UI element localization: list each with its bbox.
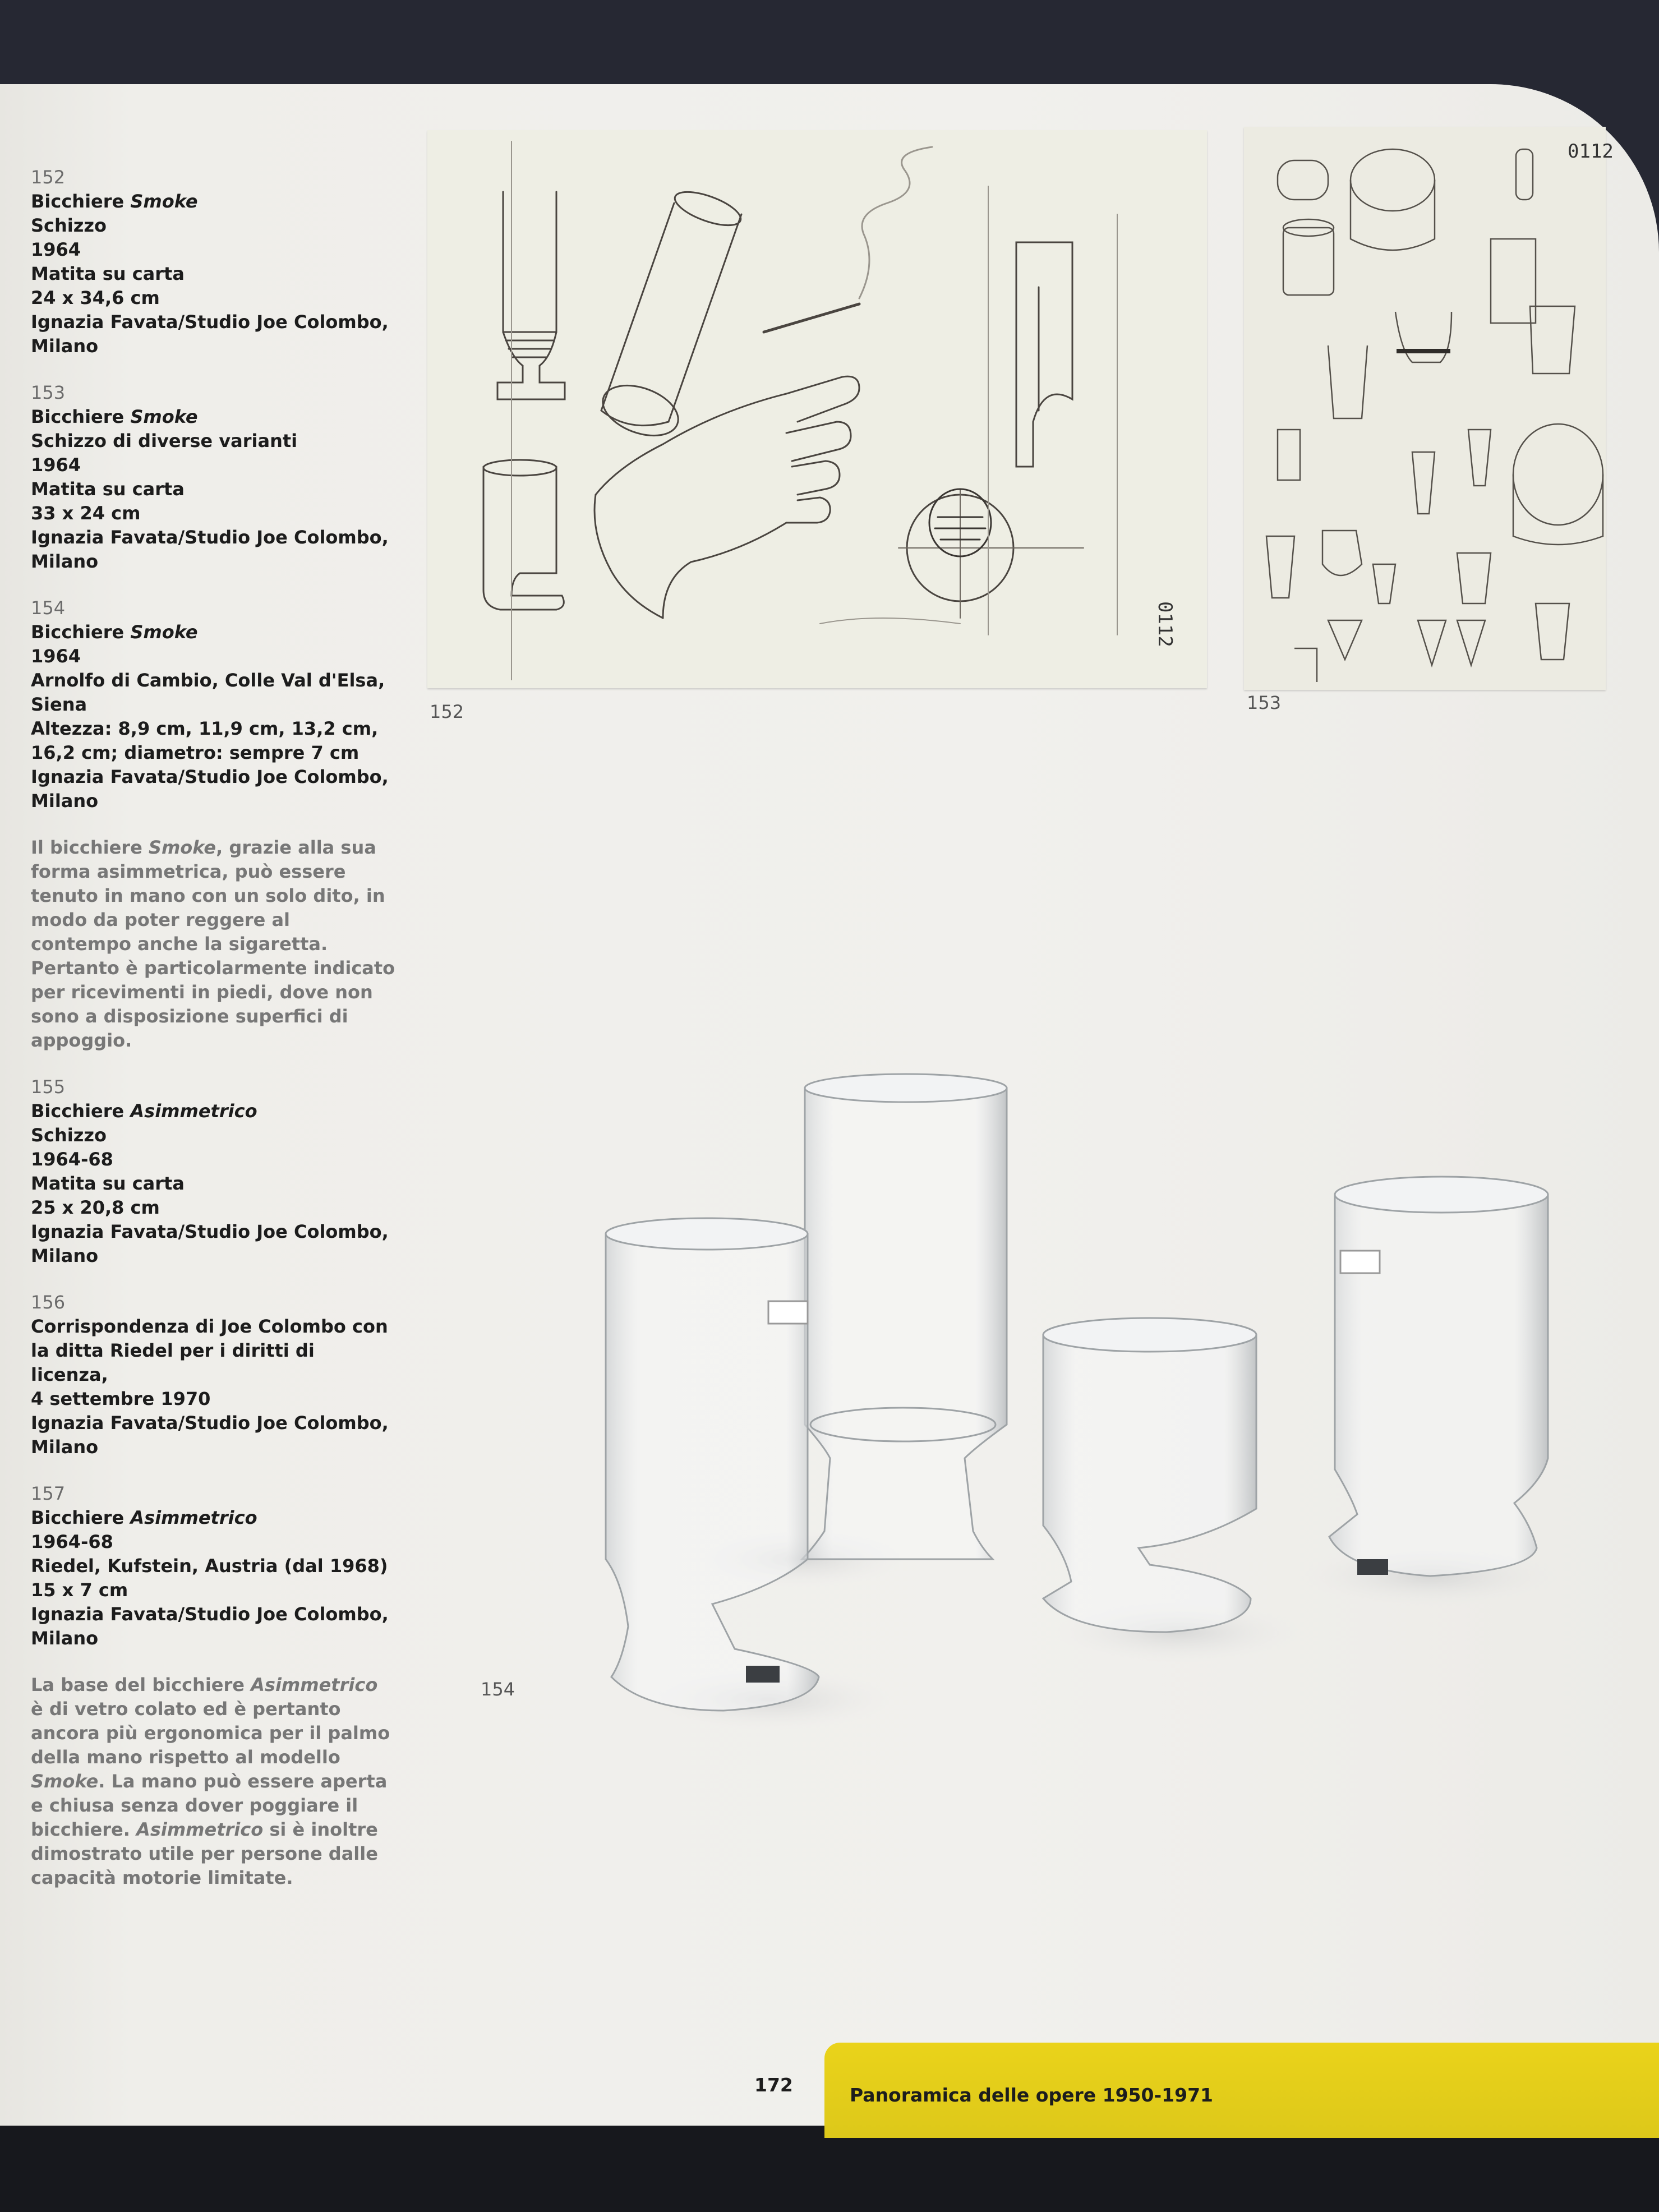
entry-number: 154 <box>31 597 66 619</box>
sketch-152 <box>427 130 1207 688</box>
entry-153: 153 Bicchiere Smoke Schizzo di diverse varianti 1964 Matita su carta 33 x 24 cm Ignazia Favata/Studio Joe Colombo, Milano <box>31 381 395 574</box>
entry-152: 152 Bicchiere Smoke Schizzo 1964 Matita su carta 24 x 34,6 cm Ignazia Favata/Studio Joe Colombo, Milano <box>31 165 395 358</box>
note-asimmetrico: La base del bicchiere Asimmetrico è di vetro colato ed è pertanto ancora più ergonomica per il palmo della mano rispetto al modello Smoke. La mano può essere aperta e chiusa senza dover poggiare il bicchiere. Asimmetrico si è inoltre dimostrato utile per persone dalle capacità motorie limitate. <box>31 1674 390 1888</box>
archive-reference-152: 0112 <box>1154 601 1176 647</box>
page-number: 172 <box>754 2074 793 2096</box>
sketch-variants-illustration <box>1244 127 1606 690</box>
sketch-hand-glass-illustration <box>427 130 1207 688</box>
entry-157: 157 Bicchiere Asimmetrico 1964-68 Riedel, Kufstein, Austria (dal 1968) 15 x 7 cm Ignazia Favata/Studio Joe Colombo, Milano <box>31 1482 395 1651</box>
entry-number: 155 <box>31 1076 66 1098</box>
entry-title: Bicchiere Asimmetrico <box>31 1507 257 1528</box>
background-edge <box>0 2126 1659 2212</box>
entry-number: 153 <box>31 382 66 403</box>
archive-reference-153: 0112 <box>1568 140 1614 163</box>
note-smoke: Il bicchiere Smoke, grazie alla sua forma asimmetrica, può essere tenuto in mano con un solo dito, in modo da poter reggere al contempo anche la sigaretta. Pertanto è particolarmente indicato per ricevimenti in piedi, dove non sono a disposizione superfici di appoggio. <box>31 837 395 1051</box>
entry-155: 155 Bicchiere Asimmetrico Schizzo 1964-68 Matita su carta 25 x 20,8 cm Ignazia Favata/Studio Joe Colombo, Milano <box>31 1075 395 1268</box>
entry-number: 152 <box>31 167 66 188</box>
caption-column <box>31 165 395 1913</box>
figure-caption-152: 152 <box>430 701 464 722</box>
glass-right <box>1301 1177 1559 1607</box>
entry-number: 157 <box>31 1483 66 1504</box>
entry-156: 156 Corrispondenza di Joe Colombo con la ditta Riedel per i diritti di licenza, 4 settembre 1970 Ignazia Favata/Studio Joe Colombo, Milano <box>31 1292 389 1458</box>
entry-number: 156 <box>31 1292 66 1313</box>
entry-title: Bicchiere Smoke <box>31 621 198 643</box>
section-title: Panoramica delle opere 1950-1971 <box>850 2084 1213 2106</box>
sketch-153 <box>1244 127 1614 690</box>
entry-title: Bicchiere Smoke <box>31 191 198 212</box>
glass-set-image <box>589 1066 1598 1795</box>
glass-middle <box>1043 1318 1301 1663</box>
photo-glasses-154 <box>589 1066 1598 1795</box>
figure-caption-154: 154 <box>481 1679 515 1700</box>
entry-154: 154 Bicchiere Smoke 1964 Arnolfo di Cambio, Colle Val d'Elsa, Siena Altezza: 8,9 cm, 11,9 cm, 13,2 cm, 16,2 cm; diametro: sempre 7 cm Ignazia Favata/Studio Joe Colombo, Milano <box>31 596 395 813</box>
entry-title: Bicchiere Asimmetrico <box>31 1100 257 1122</box>
entry-title: Bicchiere Smoke <box>31 406 198 427</box>
figure-caption-153: 153 <box>1247 692 1282 713</box>
